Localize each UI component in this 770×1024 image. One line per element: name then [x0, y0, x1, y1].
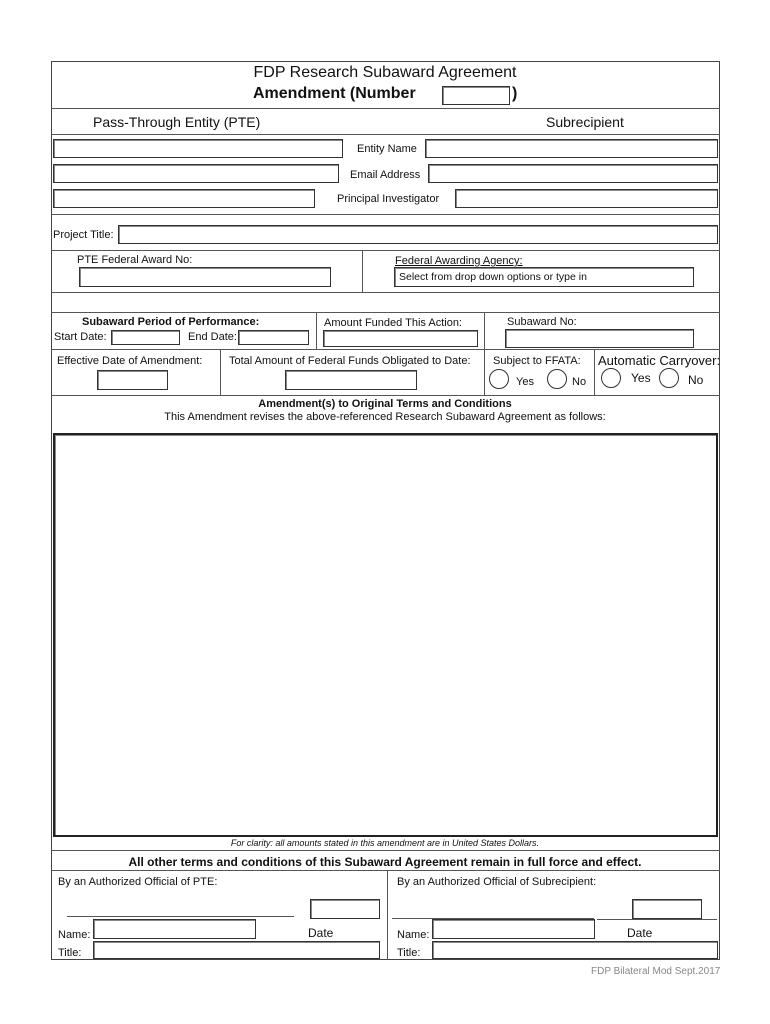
terms-intro: This Amendment revises the above-referenced Research Subaward Agreement as follows:	[164, 411, 606, 423]
pte-federal-award-label: PTE Federal Award No:	[77, 254, 193, 266]
federal-awarding-agency-select[interactable]	[394, 267, 694, 287]
sub-entity-name-field[interactable]	[425, 139, 718, 158]
form-revision-footer: FDP Bilateral Mod Sept.2017	[591, 966, 721, 977]
subrecipient-column-heading: Subrecipient	[546, 114, 624, 130]
subaward-no-field[interactable]	[505, 329, 694, 348]
amendment-number-label: Amendment (Number	[253, 85, 416, 102]
carryover-yes-radio[interactable]	[601, 368, 621, 388]
start-date-field[interactable]	[111, 330, 180, 345]
pte-federal-award-field[interactable]	[79, 267, 331, 287]
ffata-yes-label: Yes	[516, 376, 534, 388]
pte-entity-name-field[interactable]	[53, 139, 343, 158]
amendment-terms-textarea[interactable]	[53, 433, 718, 837]
automatic-carryover-label: Automatic Carryover:	[598, 353, 721, 368]
pte-signature-date-field[interactable]	[310, 899, 380, 919]
divider	[220, 349, 221, 395]
clarity-note: For clarity: all amounts stated in this amendment are in United States Dollars.	[230, 838, 540, 848]
ffata-label: Subject to FFATA:	[493, 355, 581, 367]
divider	[484, 312, 485, 349]
sub-title-label: Title:	[397, 947, 421, 959]
divider	[51, 850, 720, 851]
carryover-no-radio[interactable]	[659, 368, 679, 388]
pte-email-field[interactable]	[53, 164, 339, 183]
divider	[51, 292, 720, 293]
pte-official-label: By an Authorized Official of PTE:	[58, 876, 218, 888]
divider	[51, 312, 720, 313]
sub-email-field[interactable]	[428, 164, 718, 183]
carryover-yes-label: Yes	[631, 371, 651, 385]
divider	[387, 870, 388, 960]
form-title: FDP Research Subaward Agreement	[253, 64, 517, 81]
email-address-label: Email Address	[350, 169, 421, 181]
full-force-statement: All other terms and conditions of this Subaward Agreement remain in full force and effect.	[128, 855, 642, 869]
amount-funded-label: Amount Funded This Action:	[324, 317, 462, 329]
divider	[51, 870, 720, 871]
subaward-no-label: Subaward No:	[507, 316, 577, 328]
effective-date-label: Effective Date of Amendment:	[57, 355, 203, 367]
ffata-no-radio[interactable]	[547, 369, 567, 389]
divider	[51, 250, 720, 251]
amendment-number-field[interactable]	[442, 86, 510, 105]
amendment-number-close: )	[512, 85, 518, 102]
total-federal-funds-label: Total Amount of Federal Funds Obligated to Date:	[229, 355, 471, 367]
end-date-field[interactable]	[238, 330, 309, 345]
pte-name-field[interactable]	[93, 919, 256, 939]
period-of-performance-heading: Subaward Period of Performance:	[82, 316, 260, 328]
pte-title-label: Title:	[58, 947, 82, 959]
federal-awarding-agency-label: Federal Awarding Agency:	[395, 255, 523, 267]
divider	[484, 349, 485, 395]
project-title-field[interactable]	[118, 225, 718, 244]
principal-investigator-label: Principal Investigator	[337, 193, 440, 205]
divider	[51, 108, 720, 109]
agency-select-value: Select from drop down options or type in	[399, 271, 587, 283]
sub-name-label: Name:	[397, 929, 430, 941]
ffata-yes-radio[interactable]	[489, 369, 509, 389]
pte-pi-field[interactable]	[53, 189, 315, 208]
end-date-label: End Date:	[188, 331, 237, 343]
effective-date-field[interactable]	[97, 370, 168, 390]
sub-date-line	[597, 919, 717, 920]
divider	[362, 250, 363, 292]
divider	[51, 134, 720, 135]
pte-title-field[interactable]	[93, 941, 380, 959]
divider	[594, 349, 595, 395]
pte-column-heading: Pass-Through Entity (PTE)	[93, 114, 261, 130]
start-date-label: Start Date:	[54, 331, 107, 343]
sub-signature-date-field[interactable]	[632, 899, 702, 919]
divider	[316, 312, 317, 349]
total-federal-funds-field[interactable]	[285, 370, 417, 390]
sub-official-label: By an Authorized Official of Subrecipient:	[397, 876, 597, 888]
divider	[51, 349, 720, 350]
divider	[51, 395, 720, 396]
sub-name-field[interactable]	[432, 919, 595, 939]
amount-funded-field[interactable]	[323, 330, 478, 347]
sub-date-label: Date	[627, 926, 653, 940]
sub-title-field[interactable]	[432, 941, 718, 959]
pte-signature-line[interactable]	[67, 916, 294, 917]
pte-name-label: Name:	[58, 929, 91, 941]
sub-pi-field[interactable]	[455, 189, 718, 208]
carryover-no-label: No	[688, 373, 704, 387]
entity-name-label: Entity Name	[357, 143, 417, 155]
project-title-label: Project Title:	[53, 229, 114, 241]
ffata-no-label: No	[572, 376, 587, 388]
terms-heading: Amendment(s) to Original Terms and Conditions	[258, 398, 512, 410]
pte-date-label: Date	[308, 926, 334, 940]
divider	[51, 214, 720, 215]
